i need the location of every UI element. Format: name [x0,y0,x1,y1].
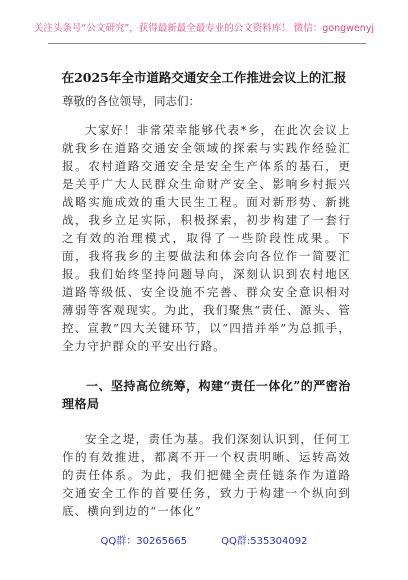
footer-qq-group-2: QQ群:535304092 [221,536,308,547]
header-divider [48,43,366,44]
document-title: 在2025年全市道路交通安全工作推进会议上的汇报 [61,70,347,85]
footer-contacts [0,535,408,549]
body-paragraph-1: 大家好！非常荣幸能够代表*乡，在此次会议上就我乡在道路交通安全领域的探索与实践作经验汇报。农村道路交通安全是安全生产体系的基石，更是关乎广大人民群众生命财产安全、影响乡村振兴战略实施成效的重大民生工程。面对新形势、新挑战，我乡立足实际，积极探索，初步构建了一套行之有效的治理模式，取得了一些阶段性成果。下面，我将我乡的主要做法和体会向各位作一简要汇报。我们始终坚持问题导向，深刻认识到农村地区道路等级低、安全设施不完善、群众安全意识相对薄弱等客观现实。为此，我们聚焦“责任、源头、管控、宣教”四大关键环节，以“四措并举”为总抓手，全力守护群众的平安出行路。 [62,123,351,353]
body-paragraph-2: 安全之堤，责任为基。我们深刻认识到，任何工作的有效推进，都离不开一个权责明晰、运转高效的责任体系。为此，我们把健全责任链条作为道路交通安全工作的首要任务，致力于构建一个纵向到底、横向到边的“一体化” [62,432,351,518]
section-heading-1: 一、坚持高位统筹，构建“责任一体化”的严密治理格局 [62,379,351,411]
salutation: 尊敬的各位领导，同志们： [62,94,200,108]
footer-qq-group-1: QQ群：30265665 [100,536,188,547]
header-promo-text: 关注头条号“公文研究”，获得最新最全最专业的公文资料库！ 微信：gongwenyj [33,23,375,34]
